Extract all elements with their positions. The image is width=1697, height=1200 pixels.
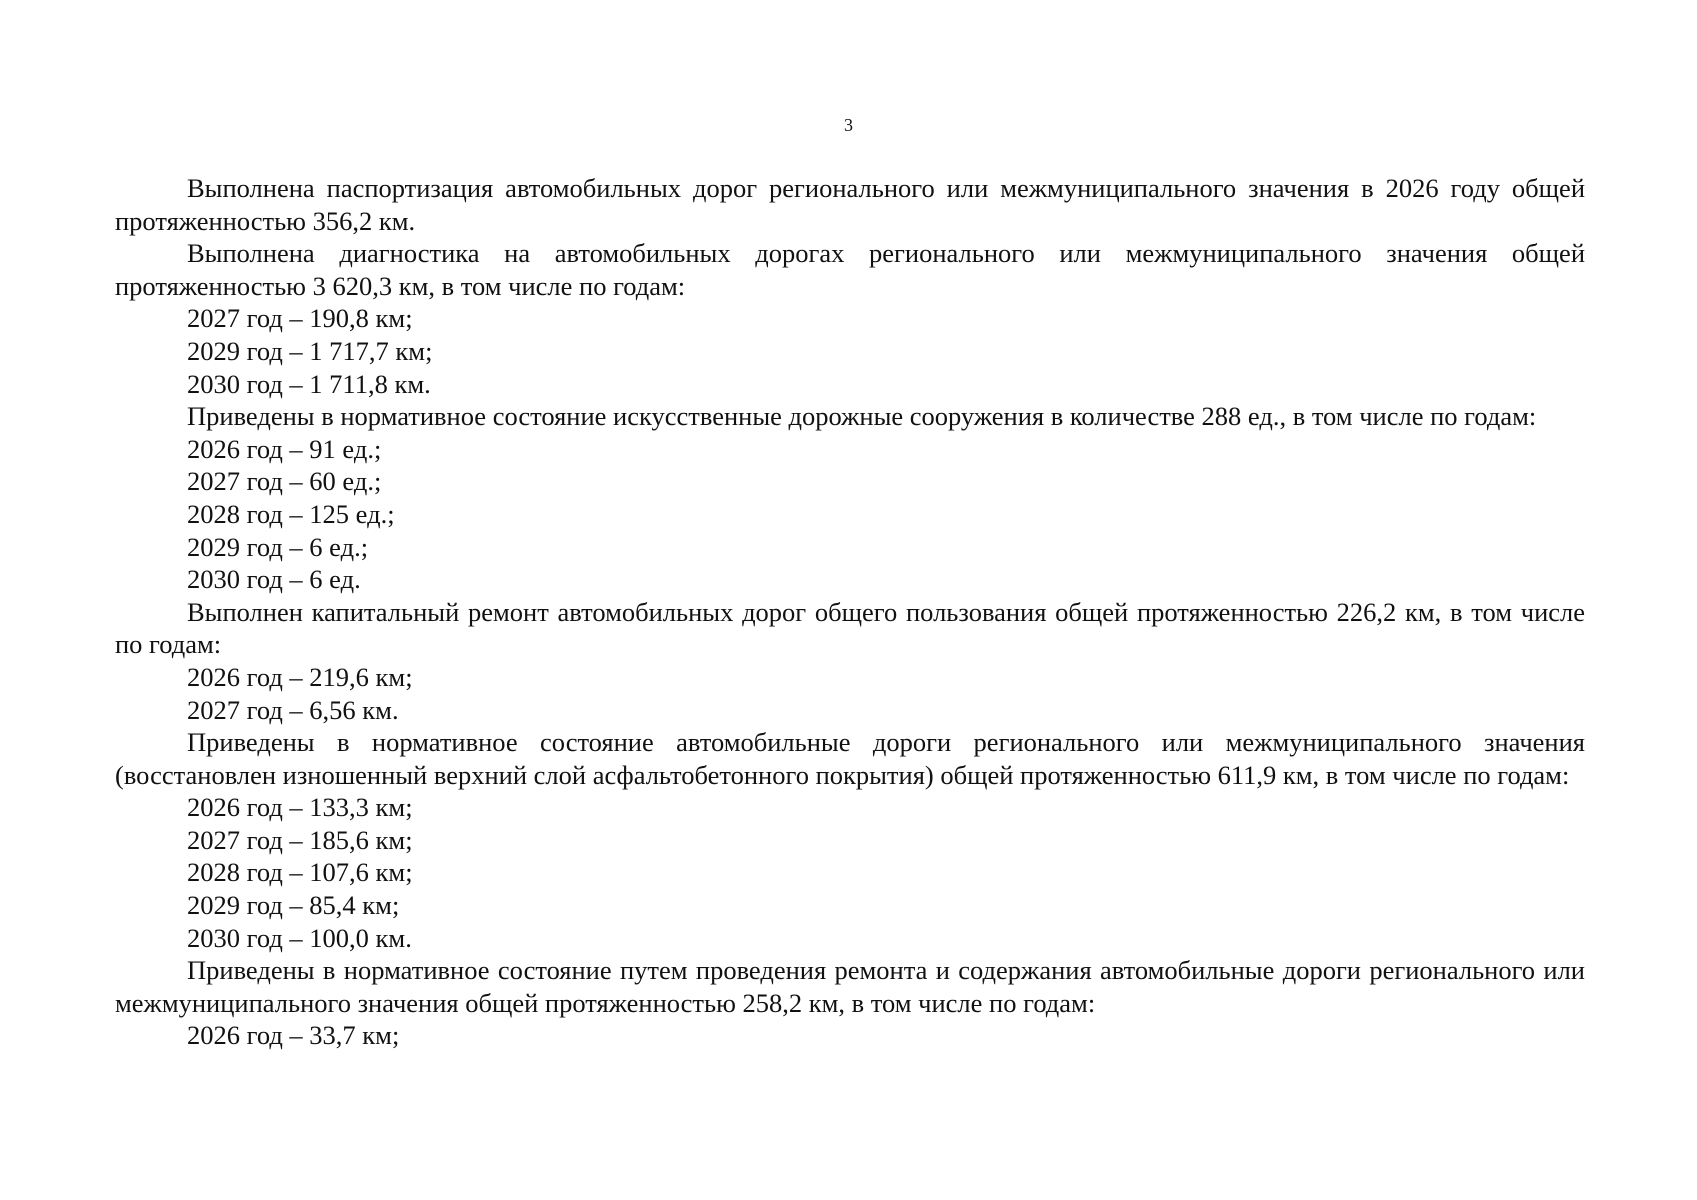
list-item: 2026 год – 33,7 км; [187,1020,400,1051]
paragraph-structures: Приведены в нормативное состояние искусственные дорожные сооружения в количестве 288 ед., в том числе по годам: [187,401,1537,432]
list-item: 2027 год – 185,6 км; [187,824,413,855]
paragraph-capital-repair: Выполнен капитальный ремонт автомобильных дорог общего пользования общей протяженностью 226,2 км, в том числе по годам: [115,596,1585,660]
list-item: 2029 год – 85,4 км; [187,890,400,921]
list-item: 2027 год – 190,8 км; [187,303,413,334]
list-item: 2029 год – 1 717,7 км; [187,335,433,366]
list-item: 2028 год – 107,6 км; [187,857,413,888]
list-item: 2026 год – 91 ед.; [187,433,382,464]
paragraph-repair-maintenance: Приведены в нормативное состояние путем проведения ремонта и содержания автомобильные дороги регионального или межмуниципального значения общей протяженностью 258,2 км, в том числе по годам: [115,955,1585,1018]
list-item: 2027 год – 6,56 км. [187,694,399,725]
list-item: 2026 год – 219,6 км; [187,661,413,692]
list-item: 2028 год – 125 ед.; [187,498,395,529]
list-item: 2026 год – 133,3 км; [187,792,413,823]
list-item: 2030 год – 1 711,8 км. [187,368,431,399]
paragraph-asphalt-restoration: Приведены в нормативное состояние автомобильные дороги регионального или межмуниципального значения (восстановлен изношенный верхний слой асфальтобетонного покрытия) общей протяженностью 611,9 км, в том числе по годам: [115,727,1585,790]
page-number: 3 [844,115,853,135]
list-item: 2027 год – 60 ед.; [187,466,382,497]
list-item: 2029 год – 6 ед.; [187,531,369,562]
paragraph-diagnostics: Выполнена диагностика на автомобильных дорогах регионального или межмуниципального значения общей протяженностью 3 620,3 км, в том числе по годам: [115,238,1585,301]
list-item: 2030 год – 6 ед. [187,564,361,595]
list-item: 2030 год – 100,0 км. [187,922,412,953]
paragraph-passportization: Выполнена паспортизация автомобильных дорог регионального или межмуниципального значения в 2026 году общей протяженностью 356,2 км. [115,173,1585,236]
document-body [115,172,1585,1052]
